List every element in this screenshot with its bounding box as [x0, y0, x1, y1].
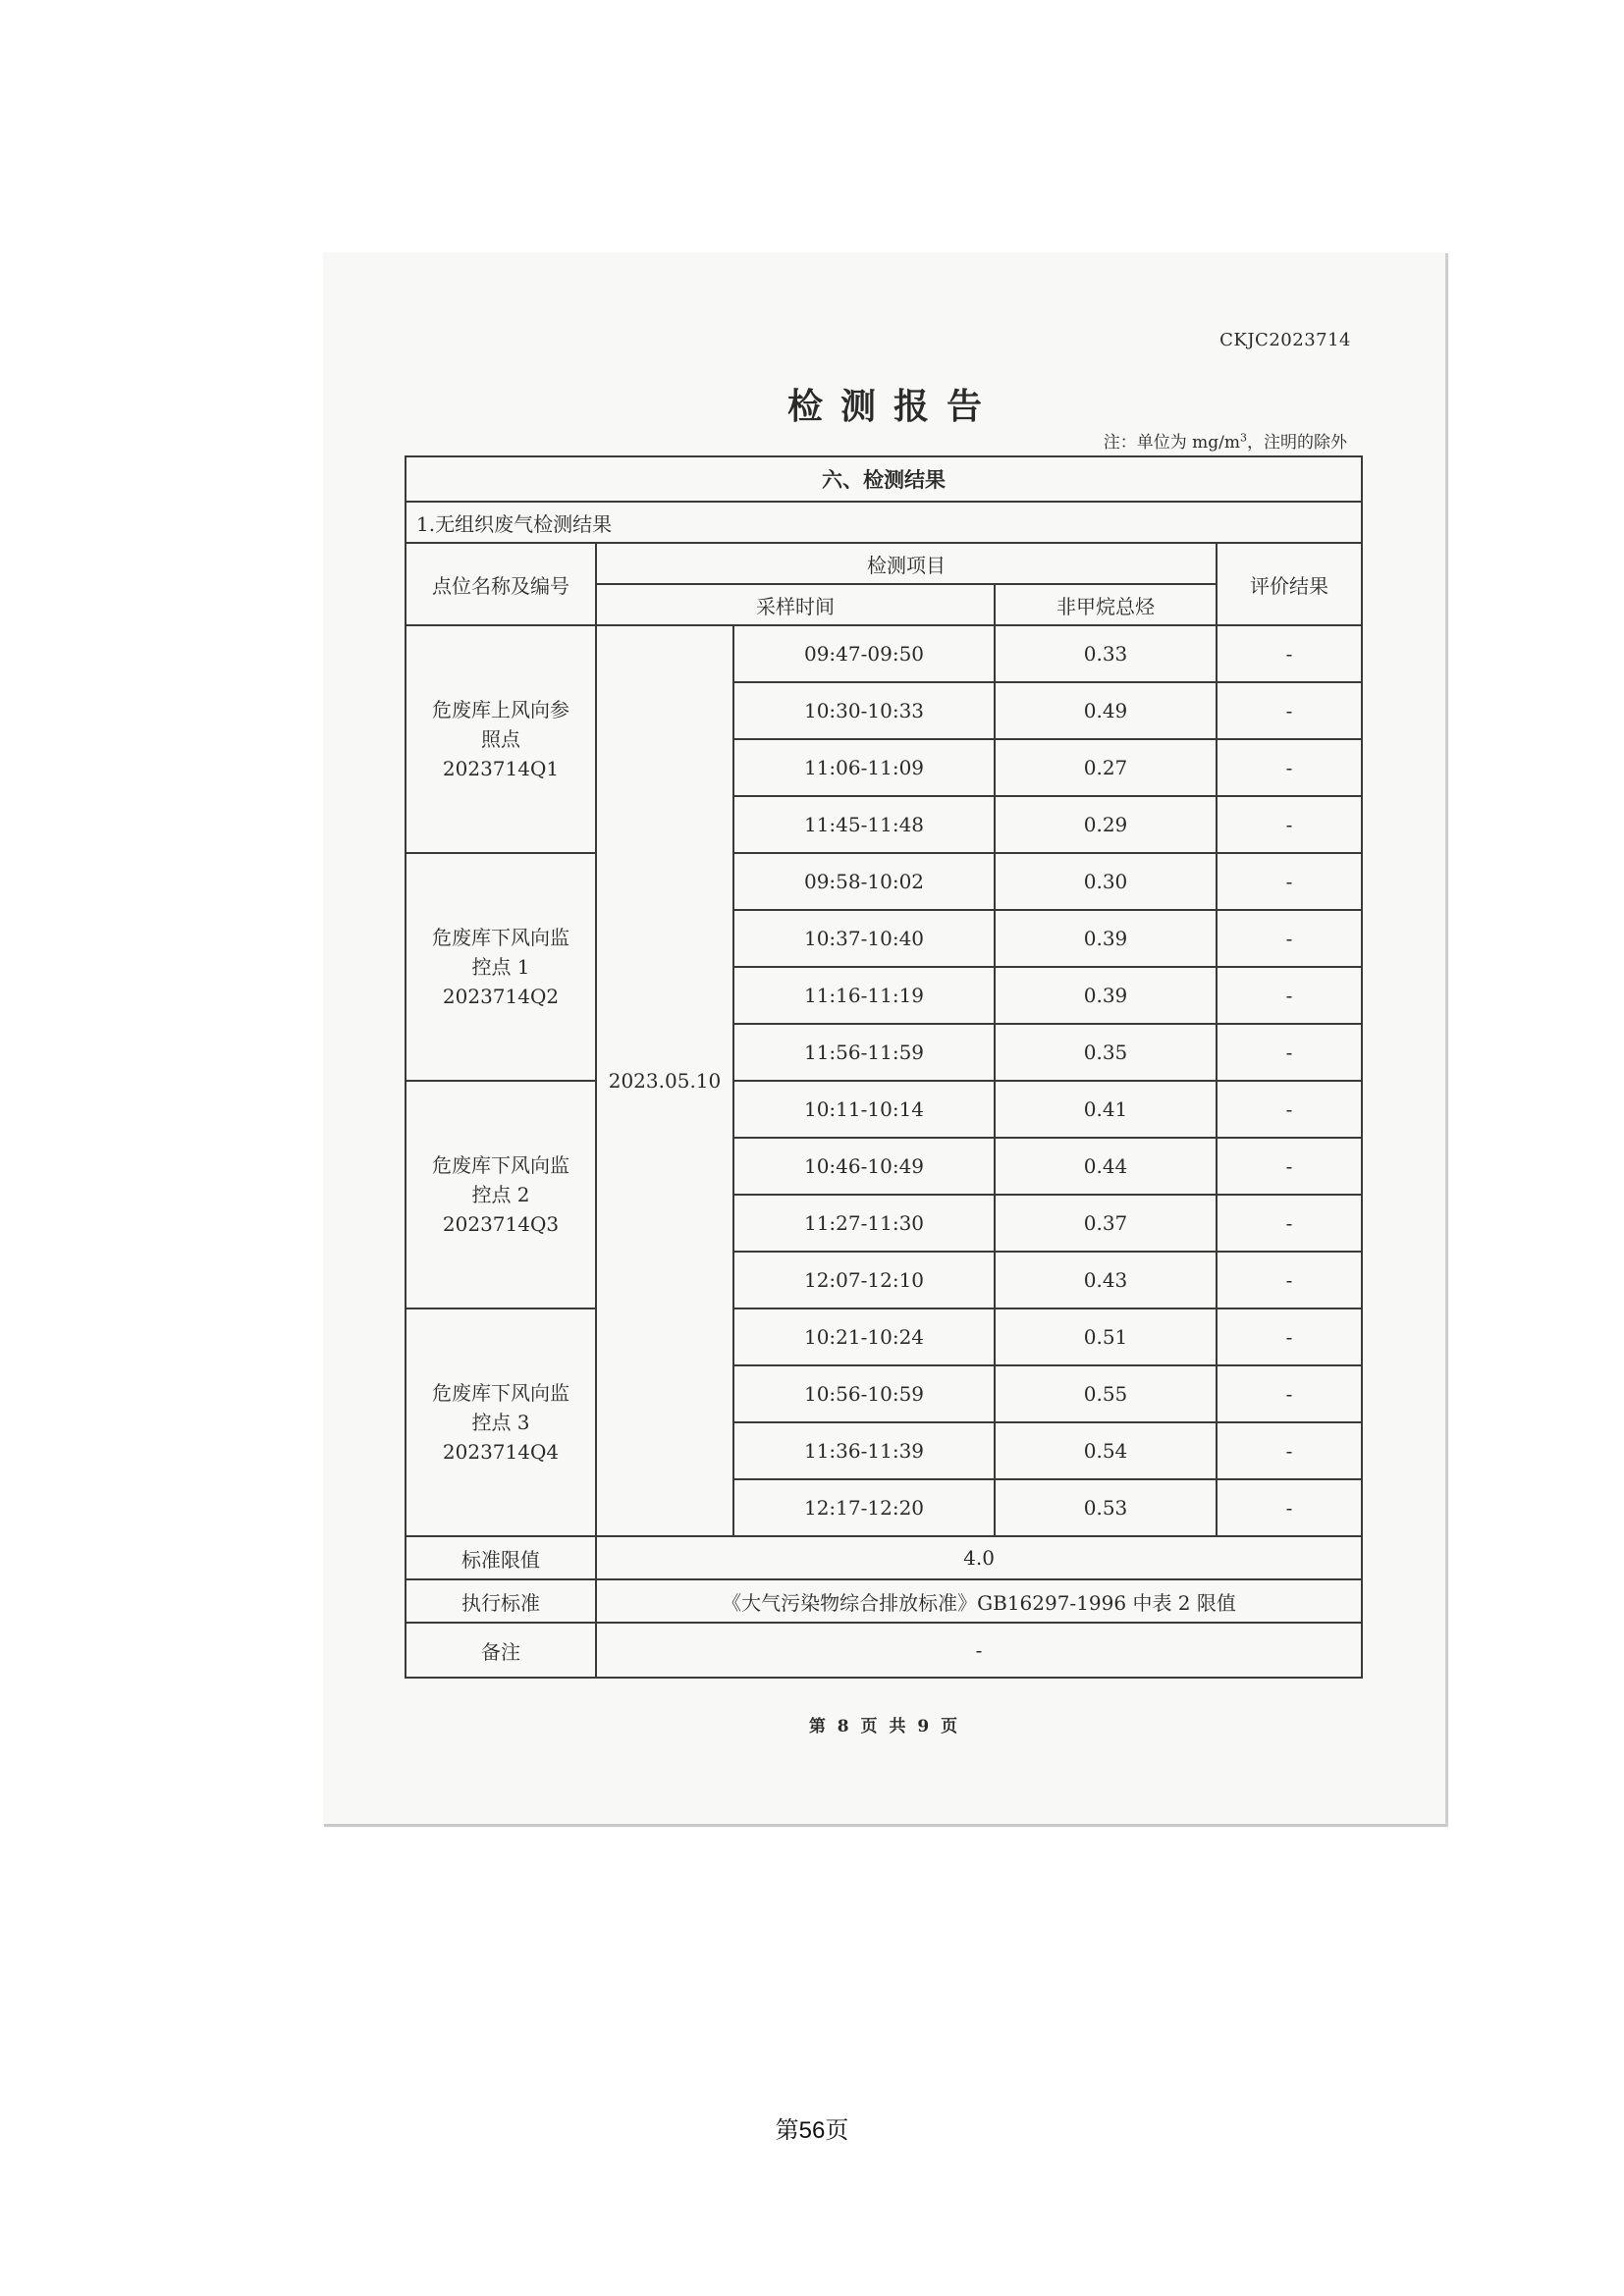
evaluation-cell: -	[1217, 1081, 1362, 1138]
nmhc-value-cell: 0.33	[995, 625, 1217, 682]
nmhc-value-cell: 0.43	[995, 1252, 1217, 1308]
col-items-header: 检测项目	[596, 543, 1217, 584]
point-name-line: 危废库上风向参	[432, 698, 569, 721]
sampling-date-cell: 2023.05.10	[596, 625, 733, 1536]
nmhc-value-cell: 0.53	[995, 1479, 1217, 1536]
nmhc-value-cell: 0.49	[995, 682, 1217, 739]
point-name-line: 控点 1	[471, 955, 530, 979]
table-row	[406, 853, 1362, 910]
limit-value: 4.0	[596, 1536, 1362, 1579]
col-point-header: 点位名称及编号	[406, 543, 596, 625]
sampling-time-cell: 11:36-11:39	[733, 1422, 995, 1479]
evaluation-cell: -	[1217, 1479, 1362, 1536]
nmhc-value-cell: 0.29	[995, 796, 1217, 853]
evaluation-cell: -	[1217, 853, 1362, 910]
point-name-cell	[406, 1308, 596, 1536]
nmhc-value-cell: 0.27	[995, 739, 1217, 796]
sampling-time-cell: 11:45-11:48	[733, 796, 995, 853]
point-name-line: 危废库下风向监	[432, 1381, 569, 1405]
sampling-time-cell: 10:37-10:40	[733, 910, 995, 967]
nmhc-value-cell: 0.37	[995, 1195, 1217, 1252]
report-code: CKJC2023714	[1219, 330, 1351, 350]
point-name-cell	[406, 853, 596, 1081]
nmhc-value-cell: 0.35	[995, 1024, 1217, 1081]
sampling-time-cell: 10:11-10:14	[733, 1081, 995, 1138]
point-name-line: 2023714Q2	[442, 985, 560, 1008]
evaluation-cell: -	[1217, 1138, 1362, 1195]
sampling-time-cell: 09:47-09:50	[733, 625, 995, 682]
evaluation-cell: -	[1217, 739, 1362, 796]
nmhc-value-cell: 0.39	[995, 910, 1217, 967]
col-time-header: 采样时间	[596, 584, 995, 625]
section-title: 六、检测结果	[406, 456, 1362, 502]
scanned-report-page	[324, 253, 1448, 1827]
evaluation-cell: -	[1217, 1024, 1362, 1081]
point-name-cell	[406, 625, 596, 853]
outer-page-number: 第56页	[775, 2117, 849, 2144]
point-name-line: 照点 2023714Q1	[442, 727, 560, 780]
evaluation-cell: -	[1217, 1252, 1362, 1308]
col-eval-header: 评价结果	[1217, 543, 1362, 625]
point-name-line: 控点 2	[471, 1183, 530, 1206]
unit-note-suffix: ，注明的除外	[1247, 433, 1347, 453]
sampling-time-cell: 10:56-10:59	[733, 1365, 995, 1422]
sampling-time-cell: 11:16-11:19	[733, 967, 995, 1024]
standard-row	[406, 1579, 1362, 1623]
point-name-line: 危废库下风向监	[432, 926, 569, 949]
sampling-time-cell: 10:46-10:49	[733, 1138, 995, 1195]
nmhc-value-cell: 0.30	[995, 853, 1217, 910]
evaluation-cell: -	[1217, 1422, 1362, 1479]
evaluation-cell: -	[1217, 1365, 1362, 1422]
subsection-title: 1.无组织废气检测结果	[406, 502, 1362, 543]
nmhc-value-cell: 0.55	[995, 1365, 1217, 1422]
sampling-time-cell: 12:17-12:20	[733, 1479, 995, 1536]
sampling-time-cell: 11:56-11:59	[733, 1024, 995, 1081]
point-name-line: 危废库下风向监	[432, 1153, 569, 1177]
sampling-time-cell: 10:21-10:24	[733, 1308, 995, 1365]
unit-note	[1104, 428, 1347, 453]
standard-label: 执行标准	[406, 1579, 596, 1623]
point-name-line: 控点 3	[471, 1411, 530, 1434]
col-nmhc-header: 非甲烷总烃	[995, 584, 1217, 625]
unit-note-prefix: 注：单位为 mg/m	[1103, 433, 1240, 453]
nmhc-value-cell: 0.54	[995, 1422, 1217, 1479]
point-name-line: 2023714Q4	[442, 1440, 560, 1464]
nmhc-value-cell: 0.51	[995, 1308, 1217, 1365]
results-table	[405, 455, 1363, 1679]
nmhc-value-cell: 0.44	[995, 1138, 1217, 1195]
table-row	[406, 1308, 1362, 1365]
report-title: 检测报告	[786, 386, 1000, 427]
sampling-time-cell: 12:07-12:10	[733, 1252, 995, 1308]
unit-note-sup: 3	[1240, 431, 1247, 445]
evaluation-cell: -	[1217, 682, 1362, 739]
sampling-time-cell: 11:27-11:30	[733, 1195, 995, 1252]
point-name-cell	[406, 1081, 596, 1308]
evaluation-cell: -	[1217, 625, 1362, 682]
subsection-header-row	[406, 502, 1362, 543]
evaluation-cell: -	[1217, 796, 1362, 853]
remark-row	[406, 1623, 1362, 1678]
remark-value: -	[596, 1623, 1362, 1678]
evaluation-cell: -	[1217, 910, 1362, 967]
evaluation-cell: -	[1217, 1195, 1362, 1252]
sampling-time-cell: 11:06-11:09	[733, 739, 995, 796]
sampling-time-cell: 09:58-10:02	[733, 853, 995, 910]
evaluation-cell: -	[1217, 1308, 1362, 1365]
evaluation-cell: -	[1217, 967, 1362, 1024]
remark-label: 备注	[406, 1623, 596, 1678]
section-header-row	[406, 456, 1362, 502]
limit-label: 标准限值	[406, 1536, 596, 1579]
nmhc-value-cell: 0.41	[995, 1081, 1217, 1138]
standard-value: 《大气污染物综合排放标准》GB16297-1996 中表 2 限值	[596, 1579, 1362, 1623]
report-page-number: 第 8 页 共 9 页	[808, 1717, 961, 1736]
table-row	[406, 625, 1362, 682]
nmhc-value-cell: 0.39	[995, 967, 1217, 1024]
point-name-line: 2023714Q3	[442, 1212, 560, 1236]
table-row	[406, 1081, 1362, 1138]
limit-row	[406, 1536, 1362, 1579]
header-row-1	[406, 543, 1362, 584]
sampling-time-cell: 10:30-10:33	[733, 682, 995, 739]
